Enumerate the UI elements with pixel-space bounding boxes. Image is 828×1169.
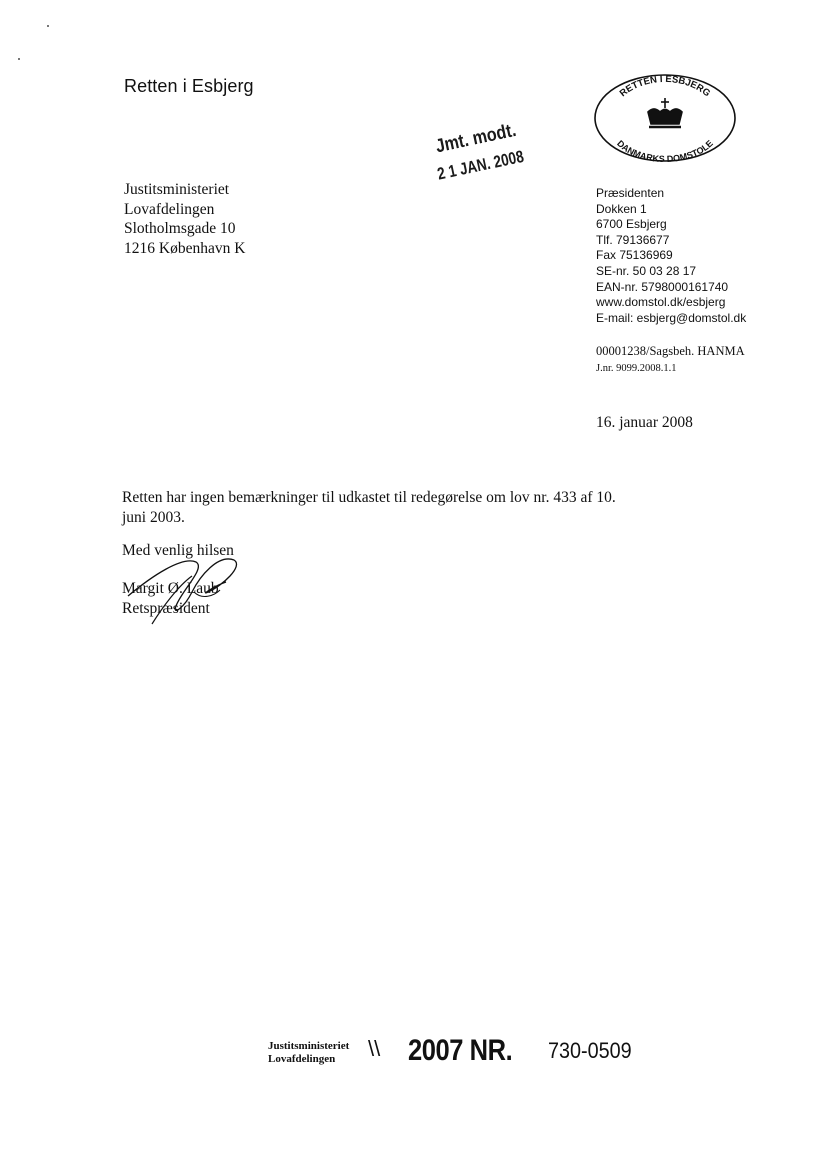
sender-website: www.domstol.dk/esbjerg: [596, 295, 726, 310]
archive-handwritten-number: 730-0509: [548, 1038, 632, 1063]
recipient-line: 1216 København K: [124, 239, 246, 257]
sender-contact-block: [596, 186, 746, 326]
handwritten-signature: [122, 546, 252, 626]
archive-handwritten-marks: \\: [368, 1036, 381, 1061]
sender-line: EAN-nr. 5798000161740: [596, 279, 729, 294]
case-reference: [596, 342, 745, 378]
letter-body: Retten har ingen bemærkninger til udkastet til redegørelse om lov nr. 433 af 10. juni 2003.: [122, 489, 616, 526]
closing-greeting: Med venlig hilsen: [122, 542, 234, 559]
sender-line: Dokken 1: [596, 201, 647, 216]
archive-stamp-office: [268, 1040, 349, 1066]
recipient-line: Justitsministeriet: [124, 181, 230, 198]
recipient-line: Slotholmsgade 10: [124, 220, 236, 237]
archive-stamp: [268, 1034, 648, 1074]
archive-office-line: Lovafdelingen: [268, 1053, 336, 1065]
case-number: 00001238/Sagsbeh. HANMA: [596, 344, 745, 358]
seal-bottom-text: DANMARKS DOMSTOLE: [615, 138, 715, 164]
recipient-line: Lovafdelingen: [124, 200, 215, 218]
stamp-received-date: 2 1 JAN. 2008: [435, 146, 526, 184]
archive-year-number: 2007 NR.: [408, 1034, 513, 1067]
scan-speck: [47, 25, 49, 27]
court-name: Retten i Esbjerg: [124, 76, 254, 96]
court-seal-logo: [592, 72, 738, 164]
recipient-address: [124, 180, 245, 258]
stamp-received-label: Jmt. modt.: [433, 119, 519, 158]
sender-line: 6700 Esbjerg: [596, 217, 667, 232]
sender-line: Fax 75136969: [596, 248, 673, 263]
sender-email: E-mail: esbjerg@domstol.dk: [596, 310, 747, 325]
signer-name: Margit Ø. Laub: [122, 580, 219, 597]
sender-line: Præsidenten: [596, 186, 665, 200]
received-date-stamp: [418, 105, 550, 198]
sender-line: SE-nr. 50 03 28 17: [596, 263, 697, 278]
signer-title: Retspræsident: [122, 600, 210, 617]
journal-number: J.nr. 9099.2008.1.1: [596, 363, 677, 374]
seal-top-text: RETTEN I ESBJERG: [617, 73, 713, 100]
scan-speck: [18, 58, 20, 60]
letter-date: 16. januar 2008: [596, 414, 693, 431]
sender-line: Tlf. 79136677: [596, 232, 670, 247]
crown-icon: [648, 98, 682, 127]
archive-office-line: Justitsministeriet: [268, 1040, 350, 1052]
